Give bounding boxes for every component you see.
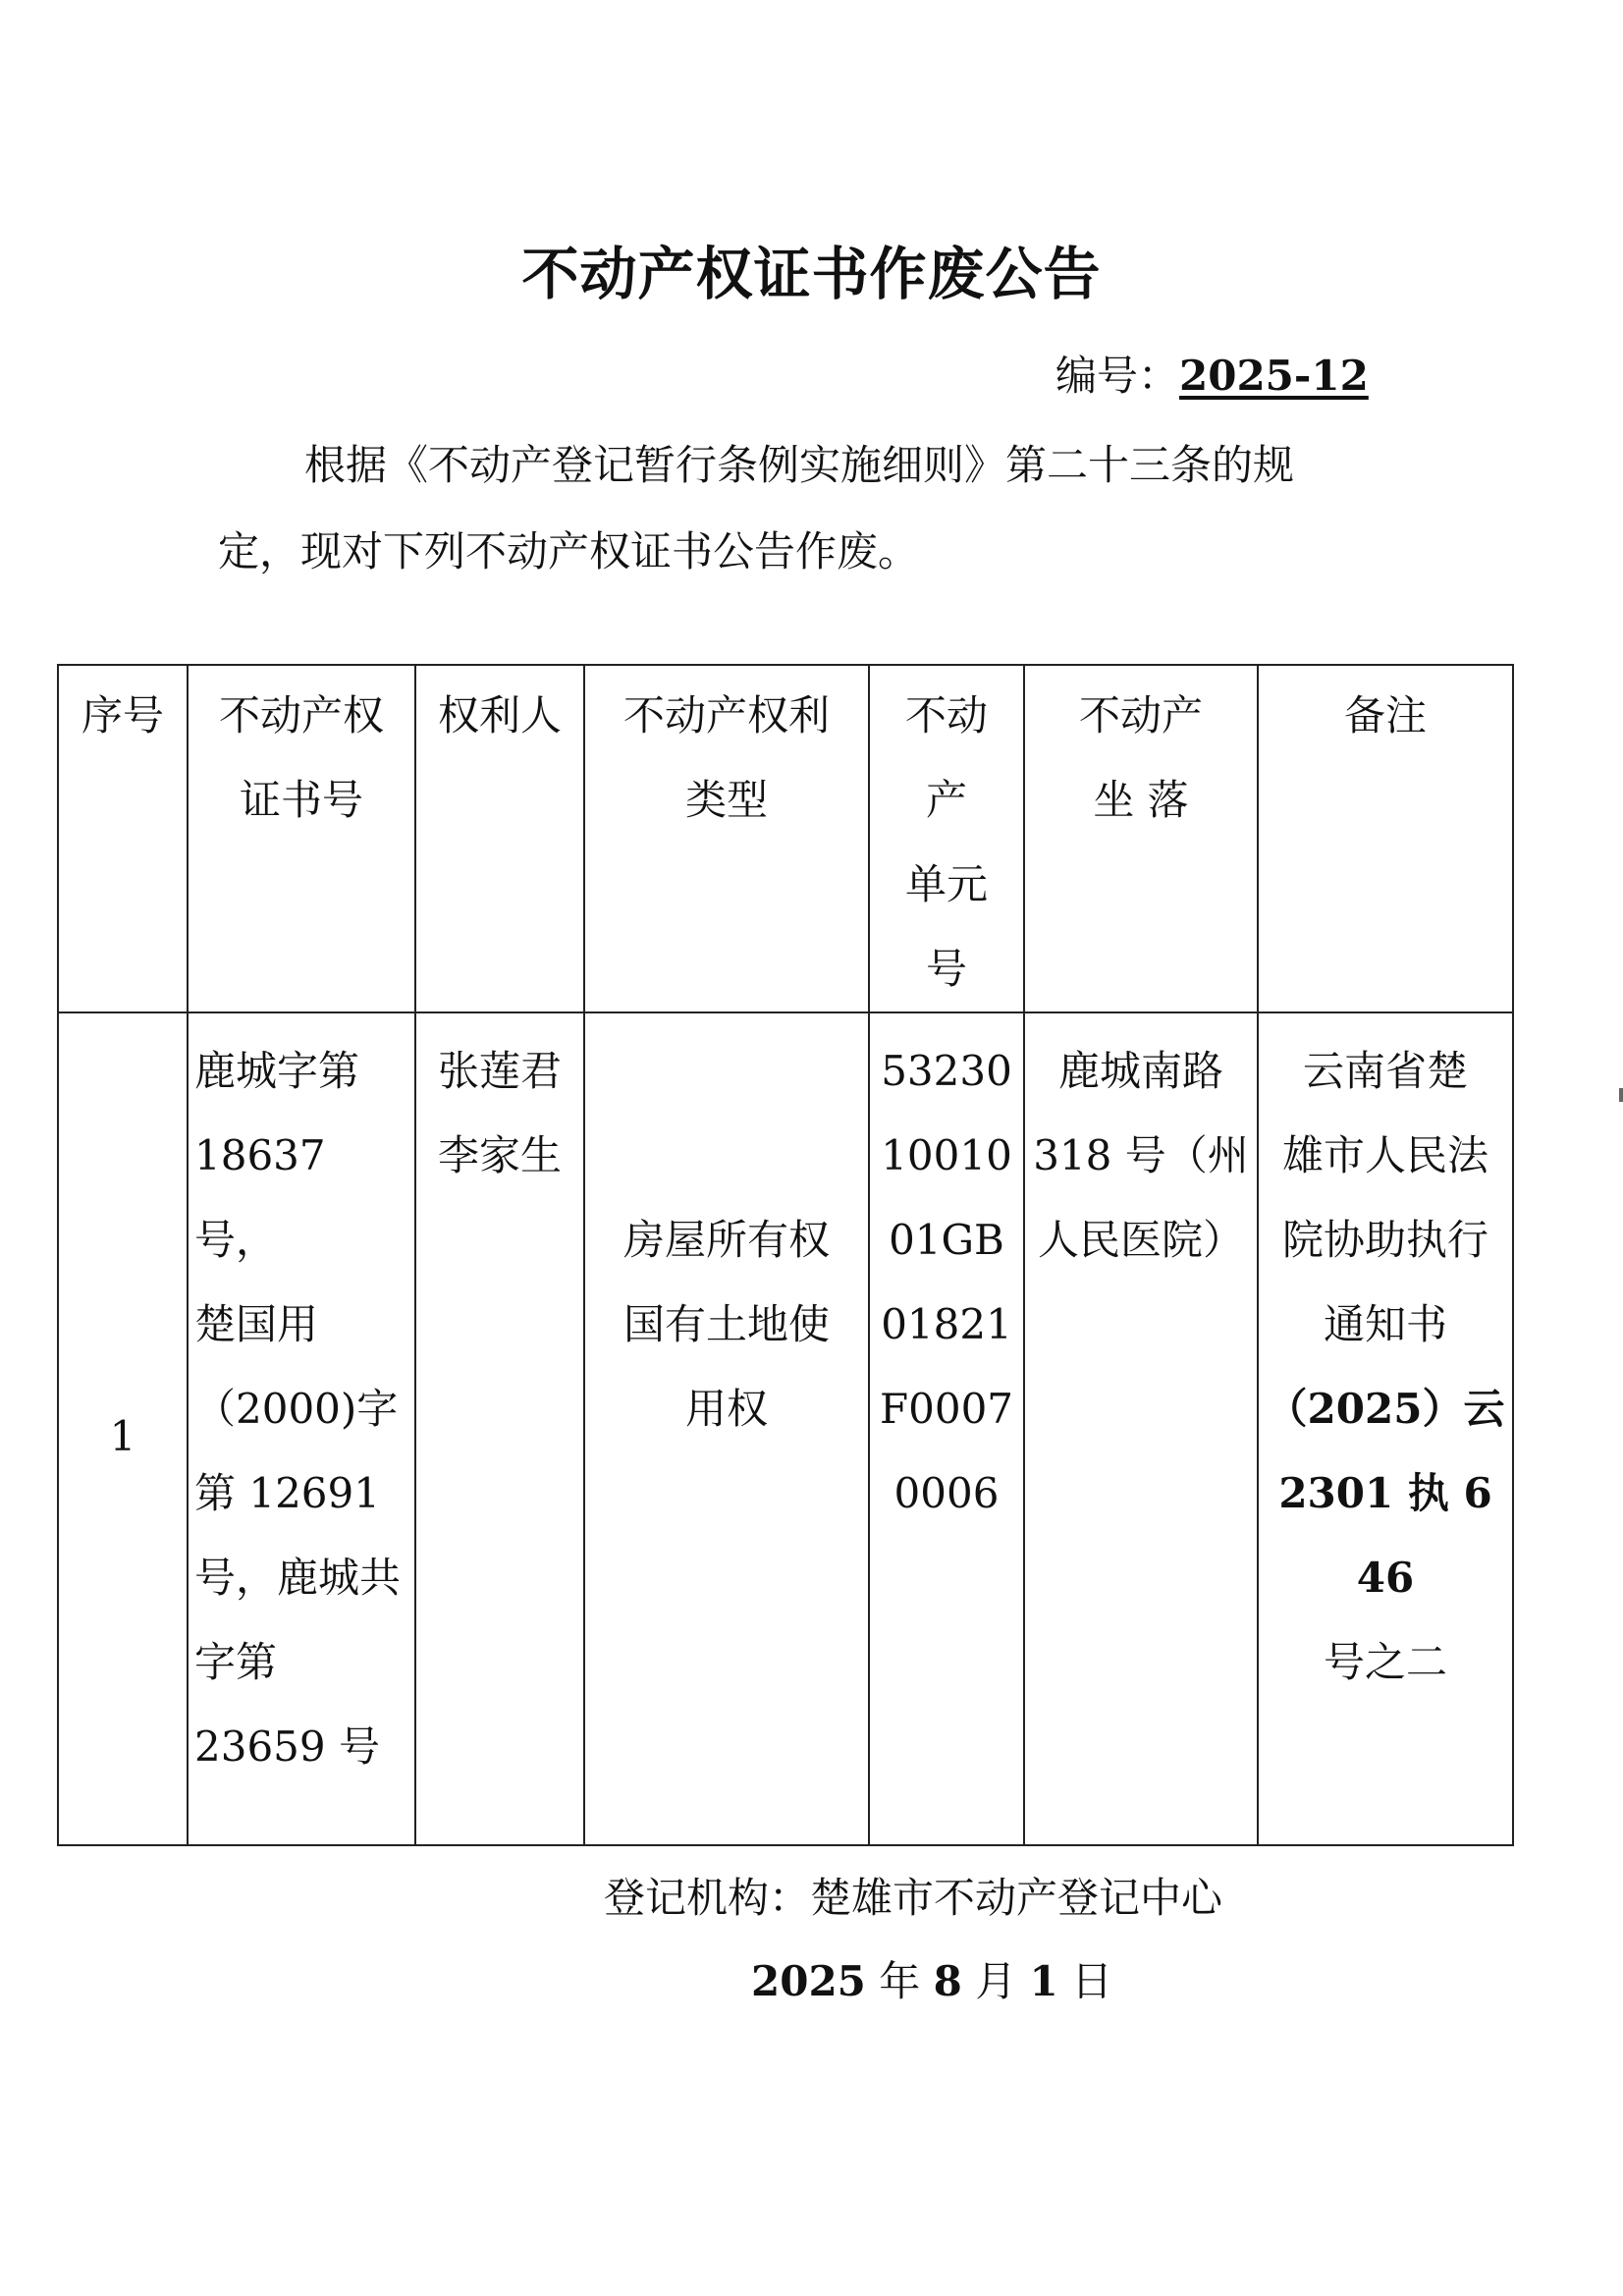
- cell-holder: 张莲君 李家生: [415, 1012, 584, 1845]
- table-row: [58, 1012, 1513, 1845]
- cell-cert-no: 鹿城字第 18637 号， 楚国用 （2000)字 第 12691 号，鹿城共 字第 23659 号: [188, 1012, 415, 1845]
- registration-authority: 登记机构：楚雄市不动产登记中心: [604, 1874, 1223, 1922]
- header-seq: 序号: [58, 665, 188, 1012]
- document-number-value: 2025-12: [1179, 352, 1369, 400]
- table-header-row: [58, 665, 1513, 1012]
- cell-right-type: 房屋所有权 国有土地使 用权: [584, 1012, 869, 1845]
- date-day-unit: 日: [1057, 1957, 1113, 2005]
- date-day: 1: [1029, 1957, 1058, 2005]
- header-holder: 权利人: [415, 665, 584, 1012]
- cell-seq: 1: [58, 1012, 188, 1845]
- header-cert-no: 不动产权 证书号: [188, 665, 415, 1012]
- date-year: 2025: [751, 1957, 866, 2005]
- header-unit-no: 不动 产 单元 号: [869, 665, 1024, 1012]
- date-month: 8: [933, 1957, 962, 2005]
- scan-speck: [1619, 1088, 1623, 1102]
- cell-unit-no: 53230 10010 01GB 01821 F0007 0006: [869, 1012, 1024, 1845]
- certificate-table: [57, 664, 1514, 1846]
- page-title: 不动产权证书作废公告: [521, 241, 1102, 307]
- document-number: [1055, 344, 1369, 403]
- header-right-type: 不动产权利 类型: [584, 665, 869, 1012]
- intro-line-2: 定，现对下列不动产权证书公告作废。: [218, 527, 920, 575]
- cell-remark: 云南省楚 雄市人民法 院协助执行 通知书 （2025）云 2301 执 646 号之二: [1258, 1012, 1513, 1845]
- cell-location: 鹿城南路 318 号（州 人民医院）: [1024, 1012, 1258, 1845]
- header-remark: 备注: [1258, 665, 1513, 1012]
- intro-line-1: 根据《不动产登记暂行条例实施细则》第二十三条的规: [304, 441, 1295, 489]
- header-location: 不动产 坐 落: [1024, 665, 1258, 1012]
- document-number-label: 编号：: [1055, 352, 1180, 400]
- date-year-unit: 年: [865, 1957, 934, 2005]
- announcement-date: [751, 1949, 1112, 2008]
- intro-paragraph: [218, 422, 1396, 595]
- date-month-unit: 月: [961, 1957, 1030, 2005]
